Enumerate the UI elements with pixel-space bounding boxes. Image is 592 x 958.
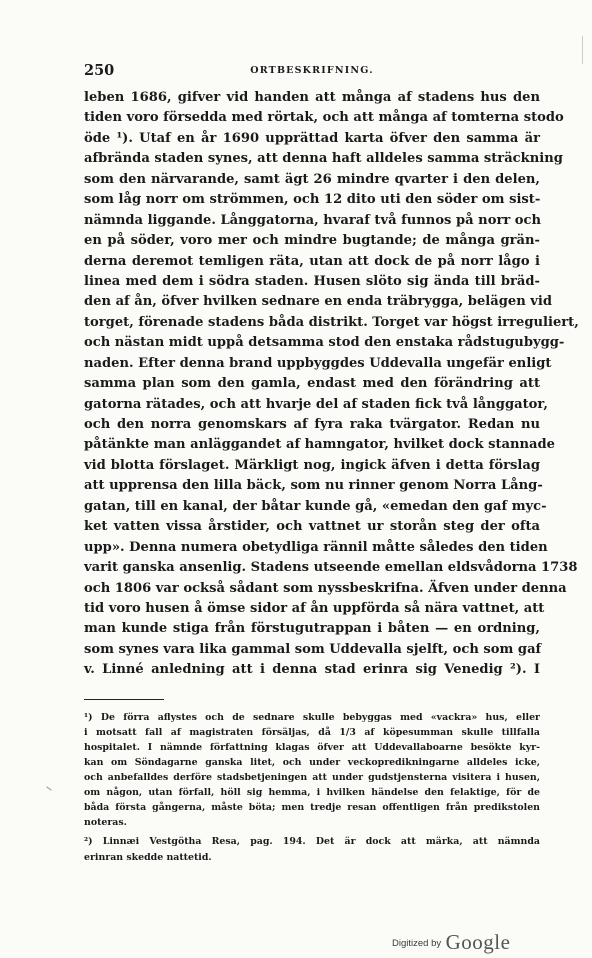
text-line: samma plan som den gamla, endast med den förändring att (84, 376, 540, 392)
text-line: som låg norr om strömmen, och 12 dito uti den söder om sist- (84, 192, 541, 208)
footnote-line: kan om Söndagarne ganska litet, och under veckopredikningarne alldeles icke, (84, 756, 540, 768)
footnote-rule (84, 699, 164, 700)
running-head (84, 62, 540, 84)
text-line: derna deremot temligen räta, utan att dock de på norr lågo i (84, 253, 540, 269)
text-line: upp». Denna numera obetydliga rännil måtte således den tiden (84, 539, 548, 555)
text-line: naden. Efter denna brand uppbyggdes Uddevalla ungefär enligt (84, 355, 552, 371)
footnote-line: i motsatt fall af magistraten försäljas, då 1/3 af köpesumman skulle tillfalla (84, 726, 540, 738)
text-line: påtänkte man anläggandet af hamngator, hvilket dock stannade (84, 437, 556, 453)
text-line: den af ån, öfver hvilken sednare en enda träbrygga, belägen vid (84, 294, 553, 310)
footnote-line: erinran skedde nattetid. (84, 851, 212, 863)
google-logo: Google (445, 930, 511, 954)
footnote-line: och anbefalldes derföre stadsbetjeningen att under gudstjensterna visitera i husen, (84, 772, 540, 784)
text-line: linea med dem i södra staden. Husen slöto sig ända till bräd- (84, 273, 540, 289)
footnote-line: ¹) De förra aflystes och de sednare skulle bebyggas med «vackra» hus, eller (84, 711, 540, 723)
text-line: tid voro husen å ömse sidor af ån uppförda så nära vattnet, att (84, 600, 545, 616)
text-line: nämnda liggande. Långgatorna, hvaraf två funnos på norr och (84, 212, 542, 228)
text-line: varit ganska ansenlig. Stadens utseende emellan eldsvådorna 1738 (84, 560, 578, 576)
footnotes (84, 710, 540, 865)
text-line: och 1806 var också sådant som nyssbeskrifna. Äfven under denna (84, 580, 567, 596)
text-line: en på söder, voro mer och mindre bugtande; de många grän- (84, 233, 540, 249)
footnote-2 (84, 834, 540, 864)
body-text (84, 88, 579, 681)
text-line: afbrända staden synes, att denna haft alldeles samma sträckning (84, 151, 563, 167)
digitized-by-google-watermark (392, 930, 510, 955)
text-line: v. Linné anledning att i denna stad erinra sig Venedig ²). I (84, 662, 540, 678)
text-line: tiden voro försedda med rörtak, och att många af tomterna stodo (84, 110, 564, 126)
text-line: som synes vara lika gammal som Uddevalla sjelft, och som gaf (84, 641, 542, 657)
text-line: ket vatten vissa årstider, och vattnet ur storån steg der ofta (84, 519, 540, 535)
text-line: vid blotta förslaget. Märkligt nog, ingick äfven i detta förslag (84, 457, 540, 473)
footnote-line: om någon, utan förfall, höll sig hemma, i hvilken händelse den felaktige, för de (84, 787, 540, 799)
scan-stray-mark (46, 786, 51, 790)
text-line: leben 1686, gifver vid handen att många af stadens hus den (84, 90, 540, 105)
footnote-1 (84, 710, 540, 831)
footnote-line: ²) Linnæi Vestgötha Resa, pag. 194. Det är dock att märka, att nämnda (84, 836, 540, 848)
page-number: 250 (84, 62, 115, 79)
watermark-prefix: Digitized by (392, 938, 442, 949)
scan-edge-mark (582, 36, 583, 64)
footnote-line: båda första gångerna, måste böta; men tredje resan offentligen från predikstolen (84, 802, 540, 814)
footnote-line: noteras. (84, 817, 127, 829)
book-page (84, 62, 579, 865)
text-line: öde ¹). Utaf en år 1690 upprättad karta öfver den samma är (84, 130, 540, 146)
text-line: torget, förenade stadens båda distrikt. Torget var högst irreguliert, (84, 314, 579, 330)
running-title: ORTBESKRIFNING. (250, 65, 374, 76)
text-line: som den närvarande, samt ägt 26 mindre qvarter i den delen, (84, 171, 540, 187)
text-line: gatorna rätades, och att hvarje del af staden fick två långgator, (84, 396, 548, 412)
text-line: man kunde stiga från förstugutrappan i båten — en ordning, (84, 621, 540, 637)
text-line: och den norra genomskars af fyra raka tvärgator. Redan nu (84, 417, 540, 432)
footnote-line: hospitalet. I nämnde författning klagas öfver att Uddevallaboarne besökte kyr- (84, 741, 540, 753)
text-line: att upprensa den lilla bäck, som nu rinner genom Norra Lång- (84, 478, 543, 494)
text-line: gatan, till en kanal, der båtar kunde gå, «emedan den gaf myc- (84, 498, 547, 514)
text-line: och nästan midt uppå detsamma stod den enstaka rådstugubygg- (84, 335, 565, 351)
